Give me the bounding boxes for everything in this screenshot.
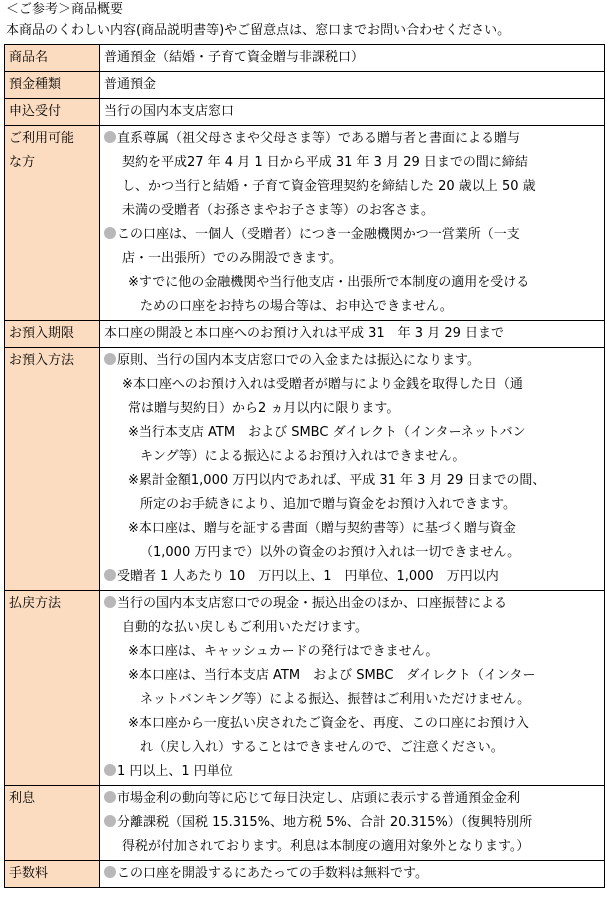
content-line [104,397,602,421]
content-text: キング等）による振込によるお預け入れはできません。 [140,449,466,464]
row-label [5,72,100,99]
row-content [100,126,605,321]
row-label-line: な方 [9,155,36,170]
content-line [104,565,602,589]
row-label [5,786,100,861]
content-line [104,349,602,373]
row-label-line: 払戻方法 [9,596,62,611]
bullet-icon [104,131,116,143]
content-text: ※本口座は、贈与を証する書面（贈与契約書等）に基づく贈与資金 [128,521,516,536]
content-text: 普通預金 [104,77,157,92]
row-content [100,591,605,786]
row-content [100,861,605,888]
bullet-icon [104,569,116,581]
content-line [104,835,602,859]
content-text: 当行の国内本支店窓口 [104,104,235,119]
content-text: この口座を開設するにあたっての手数料は無料です。 [117,866,428,881]
table-row [5,72,605,99]
row-label-line: お預入期限 [9,326,75,341]
content-text: 未満の受贈者（お孫さまやお子さま等）のお客さま。 [122,203,435,218]
row-label-line: 商品名 [9,50,49,65]
content-line [104,295,602,319]
content-line [104,127,602,151]
content-line [104,100,602,124]
content-line [104,862,602,886]
content-line [104,46,602,70]
row-label-line: ご利用可能 [9,131,75,146]
row-content [100,348,605,591]
row-label-line: 預金種類 [9,77,62,92]
content-text: （1,000 万円まで）以外の資金のお預け入れは一切できません。 [140,545,521,560]
row-label [5,45,100,72]
content-line [104,541,602,565]
row-label [5,321,100,348]
content-text: 契約を平成27 年 4 月 1 日から平成 31 年 3 月 29 日までの間に締結 [122,155,528,170]
content-line [104,712,602,736]
row-label [5,861,100,888]
content-text: 普通預金（結婚・子育て資金贈与非課税口） [104,50,365,65]
content-text: ※すでに他の金融機関や当行他支店・出張所で本制度の適用を受ける [128,275,530,290]
content-line [104,469,602,493]
content-line [104,199,602,223]
bullet-icon [104,815,116,827]
bullet-icon [104,764,116,776]
table-row [5,45,605,72]
table-row [5,321,605,348]
content-line [104,73,602,97]
content-text: ※本口座は、キャッシュカードの発行はできません。 [128,644,439,659]
row-label-line: 手数料 [9,866,49,881]
content-text: 市場金利の動向等に応じて毎日決定し、店頭に表示する普通預金金利 [117,791,521,806]
content-line [104,688,602,712]
content-text: ための口座をお持ちの場合等は、お申込できません。 [140,299,453,314]
content-text: 分離課税（国税 15.315%、地方税 5%、合計 20.315%）（復興特別所 [117,815,533,830]
section-heading: ＜ご参考＞商品概要 [6,2,124,17]
content-text: 直系尊属（祖父母さまや父母さま等）である贈与者と書面による贈与 [117,131,521,146]
content-text: 所定のお手続きにより、追加で贈与資金をお預け入れできます。 [140,497,516,512]
content-text: 本口座の開設と本口座へのお預け入れは平成 31 年 3 月 29 日まで [104,326,505,341]
content-line [104,151,602,175]
content-text: 自動的な払い戻しもご利用いただけます。 [122,620,368,635]
content-text: ※累計金額1,000 万円以内であれば、平成 31 年 3 月 29 日までの間、 [128,473,546,488]
content-line [104,787,602,811]
content-line [104,421,602,445]
row-label [5,348,100,591]
content-line [104,493,602,517]
bullet-icon [104,596,116,608]
row-content [100,45,605,72]
row-label-line: お預入方法 [9,353,75,368]
row-content [100,99,605,126]
product-summary-table [4,44,605,888]
bullet-icon [104,866,116,878]
content-text: 得税が付加されております。利息は本制度の適用対象外となります。） [122,839,530,854]
bullet-icon [104,227,116,239]
row-content [100,321,605,348]
content-line [104,811,602,835]
content-line [104,445,602,469]
content-line [104,592,602,616]
content-line [104,664,602,688]
table-row [5,591,605,786]
content-line [104,616,602,640]
content-text: ※本口座から一度払い戻されたご資金を、再度、この口座にお預け入 [128,716,529,731]
content-text: れ（戻し入れ）することはできませんので、ご注意ください。 [140,740,504,755]
bullet-icon [104,353,116,365]
content-text: ※当行本支店 ATM および SMBC ダイレクト（インターネットバン [128,425,526,440]
content-line [104,271,602,295]
content-text: この口座は、一個人（受贈者）につき一金融機関かつ一営業所（一支 [117,227,520,242]
content-line [104,175,602,199]
content-line [104,517,602,541]
content-text: 1 円以上、1 円単位 [117,764,233,779]
content-line [104,640,602,664]
content-line [104,247,602,271]
row-label [5,99,100,126]
content-line [104,736,602,760]
content-text: 原則、当行の国内本支店窓口での入金または振込になります。 [117,353,480,368]
row-label [5,126,100,321]
content-line [104,760,602,784]
row-content [100,72,605,99]
table-row [5,861,605,888]
row-label-line: 申込受付 [9,104,62,119]
bullet-icon [104,791,116,803]
intro-text: 本商品のくわしい内容(商品説明書等)やご留意点は、窓口までお問い合わせください。 [6,23,511,38]
content-text: 店・一出張所）でのみ開設できます。 [122,251,342,266]
content-text: 受贈者 1 人あたり 10 万円以上、1 円単位、1,000 万円以内 [117,569,499,584]
row-label [5,591,100,786]
row-content [100,786,605,861]
content-text: 常は贈与契約日）から2 ヵ月以内に限ります。 [128,401,400,416]
table-row [5,348,605,591]
content-text: ネットバンキング等）による振込、振替はご利用いただけません。 [140,692,531,707]
table-row [5,99,605,126]
content-line [104,322,602,346]
table-row [5,786,605,861]
table-row [5,126,605,321]
content-text: ※本口座は、当行本支店 ATM および SMBC ダイレクト（インター [128,668,536,683]
content-line [104,223,602,247]
content-text: 当行の国内本支店窓口での現金・振込出金のほか、口座振替による [117,596,508,611]
content-text: ※本口座へのお預け入れは受贈者が贈与により金銭を取得した日（通 [122,377,523,392]
content-text: し、かつ当行と結婚・子育て資金管理契約を締結した 20 歳以上 50 歳 [122,179,536,194]
row-label-line: 利息 [9,791,36,806]
content-line [104,373,602,397]
